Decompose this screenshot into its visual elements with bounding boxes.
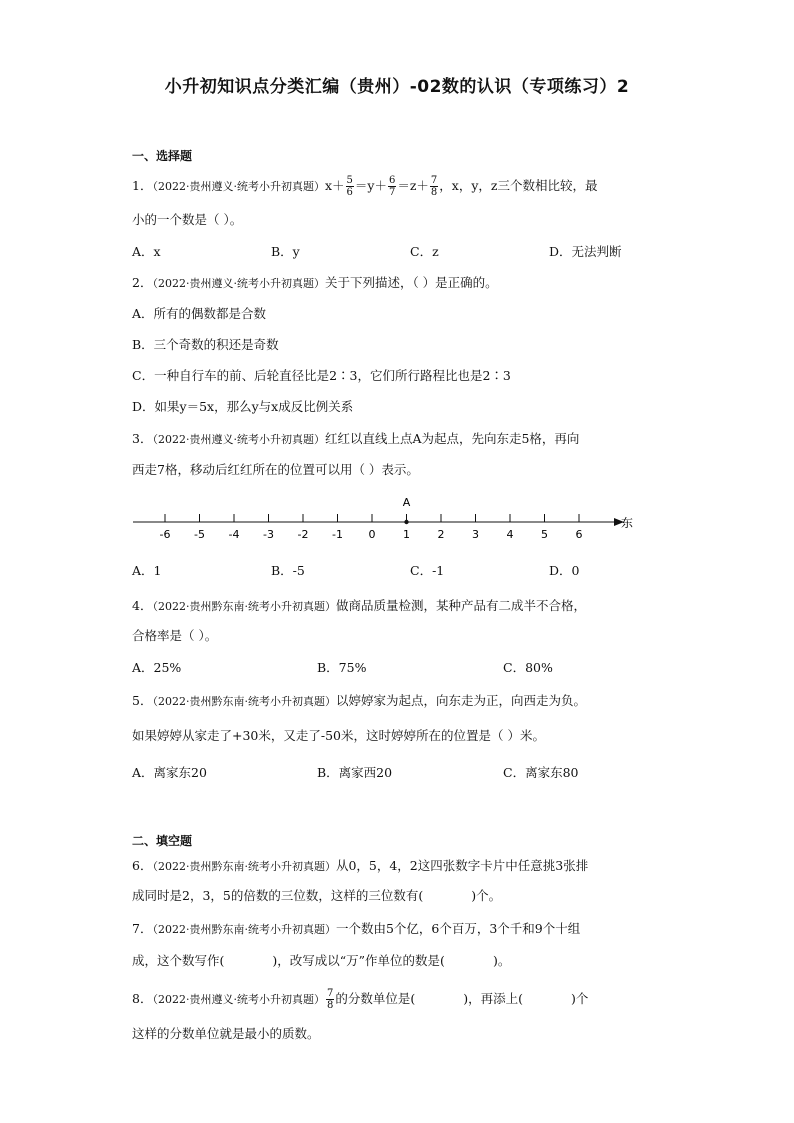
option-b[interactable]: B．75% (317, 660, 367, 675)
question-source: （2022·贵州遵义·统考小升初真题） (152, 277, 325, 290)
option-c[interactable]: C．80% (503, 660, 553, 675)
tick-label: 2 (437, 528, 445, 541)
option-a[interactable]: A．x (132, 244, 161, 259)
option-c[interactable]: C．-1 (410, 563, 445, 578)
question-5: 5．（2022·贵州黔东南·统考小升初真题）以婷婷家为起点，向东走为正，向西走为负。 (132, 693, 586, 708)
point-a-label: A (402, 496, 411, 509)
question-3-line-2: 西走7格，移动后红红所在的位置可以用（ ）表示。 (132, 462, 419, 477)
question-3: 3．（2022·贵州遵义·统考小升初真题）红红以直线上点A为起点，先向东走5格，再向 (132, 431, 580, 446)
option-b[interactable]: B．离家西20 (317, 765, 393, 780)
question-4: 4．（2022·贵州黔东南·统考小升初真题）做商品质量检测，某种产品有二成半不合格， (132, 598, 586, 613)
question-source: （2022·贵州遵义·统考小升初真题） (152, 433, 325, 446)
option-c[interactable]: C．z (410, 244, 439, 259)
question-source: （2022·贵州黔东南·统考小升初真题） (152, 923, 336, 936)
question-2: 2．（2022·贵州遵义·统考小升初真题）关于下列描述，（ ）是正确的。 (132, 275, 498, 290)
option-b[interactable]: B．-5 (271, 563, 305, 578)
question-source: （2022·贵州黔东南·统考小升初真题） (152, 600, 336, 613)
tick-label: -5 (194, 528, 205, 541)
section-heading-choice: 一、选择题 (132, 149, 193, 163)
section-heading-fill-in: 二、填空题 (132, 834, 193, 848)
question-1: 1．（2022·贵州遵义·统考小升初真题）x＋ $\frac{5}{6}$ ＝y＋ $\frac{6}{7}$ ＝z＋ $\frac{7}{8}$ ，x，y，z三个数相比较，最 (132, 175, 598, 198)
question-7: 7．（2022·贵州黔东南·统考小升初真题）一个数由5个亿，6个百万，3个千和9个十组 (132, 921, 581, 936)
question-source: （2022·贵州黔东南·统考小升初真题） (152, 695, 336, 708)
option-c[interactable]: C．离家东80 (503, 765, 579, 780)
tick-label: 4 (506, 528, 514, 541)
option-d[interactable]: D．无法判断 (549, 244, 622, 259)
direction-label: 东 (621, 516, 634, 530)
tick-label: 0 (368, 528, 376, 541)
point-a-marker (404, 520, 408, 524)
question-source: （2022·贵州黔东南·统考小升初真题） (152, 860, 336, 873)
question-4-line-2: 合格率是（ ）。 (132, 628, 218, 643)
question-8-line-2: 这样的分数单位就是最小的质数。 (132, 1026, 320, 1041)
option-a[interactable]: A．25% (132, 660, 182, 675)
option-c[interactable]: C．一种自行车的前、后轮直径比是2∶3，它们所行路程比也是2∶3 (132, 368, 511, 383)
question-source: （2022·贵州遵义·统考小升初真题） (152, 180, 325, 193)
tick-label: -1 (332, 528, 343, 541)
tick-label: 3 (472, 528, 479, 541)
tick-label: -2 (297, 528, 309, 541)
tick-label: 6 (575, 528, 583, 541)
question-8: 8．（2022·贵州遵义·统考小升初真题） $\frac{7}{8}$ 的分数单位是( )，再添上( )个 (132, 988, 589, 1011)
option-a[interactable]: A．1 (132, 563, 162, 578)
page-title: 小升初知识点分类汇编（贵州）-02数的认识（专项练习）2 (164, 77, 630, 97)
option-d[interactable]: D．如果y＝5x，那么y与x成反比例关系 (132, 399, 354, 414)
question-source: （2022·贵州遵义·统考小升初真题） (152, 993, 325, 1006)
question-1-line-2: 小的一个数是（ ）。 (132, 212, 243, 227)
fraction: $\frac{7}{8}$ (326, 988, 334, 1011)
tick-label: 5 (541, 528, 548, 541)
fraction: $\frac{6}{7}$ (388, 175, 396, 198)
option-a[interactable]: A．所有的偶数都是合数 (132, 306, 267, 321)
option-d[interactable]: D．0 (549, 563, 580, 578)
tick-label: -6 (159, 528, 171, 541)
tick-label: -3 (263, 528, 274, 541)
question-6-line-2: 成同时是2，3，5的倍数的三位数，这样的三位数有( )个。 (132, 888, 502, 903)
fraction: $\frac{5}{6}$ (346, 175, 353, 198)
option-b[interactable]: B．三个奇数的积还是奇数 (132, 337, 279, 352)
question-number: 1． (132, 178, 153, 193)
question-5-line-2: 如果婷婷从家走了+30米，又走了-50米，这时婷婷所在的位置是（ ）米。 (132, 728, 545, 743)
number-line (130, 490, 650, 545)
option-a[interactable]: A．离家东20 (132, 765, 207, 780)
fraction: $\frac{7}{8}$ (430, 175, 438, 198)
option-b[interactable]: B．y (271, 244, 300, 259)
tick-label: -4 (228, 528, 240, 541)
question-6: 6．（2022·贵州黔东南·统考小升初真题）从0，5，4，2这四张数字卡片中任意挑3张排 (132, 858, 589, 873)
question-7-line-2: 成，这个数写作( )，改写成以“万”作单位的数是( )。 (132, 953, 511, 968)
tick-label: 1 (403, 528, 410, 541)
